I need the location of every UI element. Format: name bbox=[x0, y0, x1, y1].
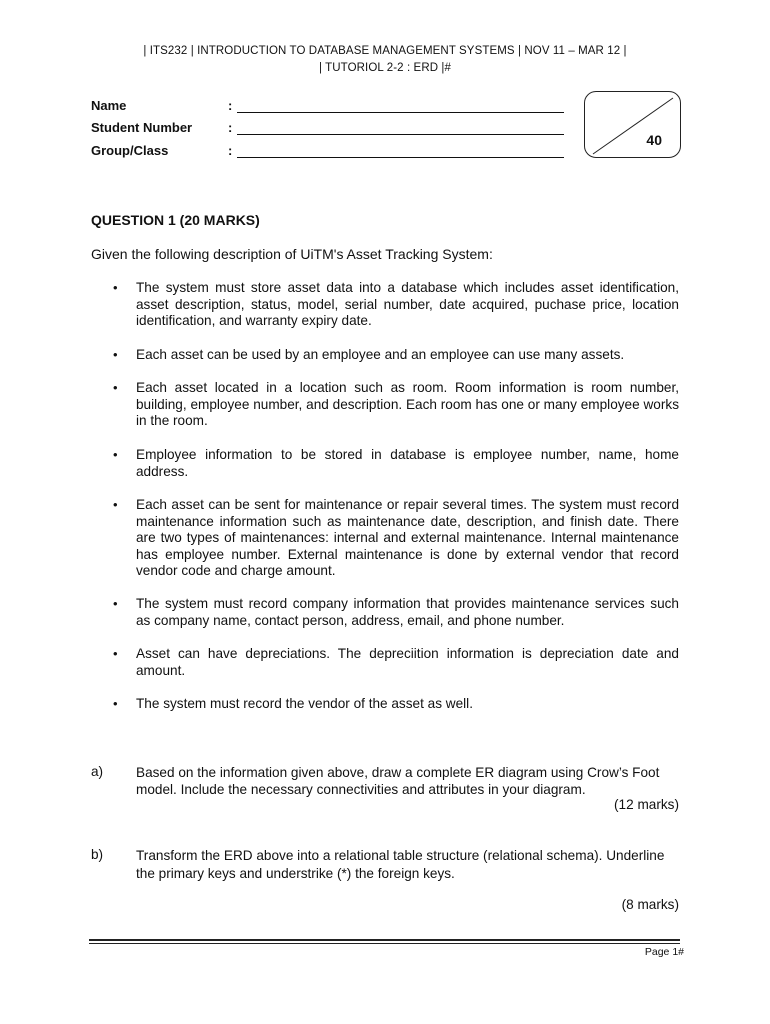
list-item: Employee information to be stored in database is employee number, name, home address. bbox=[136, 447, 679, 479]
bullet-dot: • bbox=[113, 380, 118, 395]
list-item: The system must record company information that provides maintenance services such as company name, contact person, address, email, and phone number. bbox=[136, 596, 679, 628]
bullet-dot: • bbox=[113, 596, 118, 611]
name-field[interactable] bbox=[237, 112, 564, 113]
list-item: Each asset located in a location such as room. Room information is room number, building, employee number, and description. Each room has one or many employee works in the room. bbox=[136, 380, 679, 429]
bullet-dot: • bbox=[113, 447, 118, 462]
part-b-label: b) bbox=[91, 847, 104, 862]
student-number-colon: : bbox=[228, 120, 233, 135]
part-a-label: a) bbox=[91, 764, 104, 779]
list-item: Each asset can be sent for maintenance or repair several times. The system must record maintenance information such as maintenance date, description, and finish date. There are two types of maintenances: internal and external maintenance. Internal maintenance has employee number. External maintenance is done by external vendor that record vendor code and charge amount. bbox=[136, 497, 679, 579]
name-colon: : bbox=[228, 98, 233, 113]
footer-rule-thick bbox=[89, 939, 680, 941]
part-b-marks: (8 marks) bbox=[621, 897, 679, 912]
student-number-field[interactable] bbox=[237, 134, 564, 135]
name-label: Name bbox=[91, 98, 127, 113]
footer-rule-thin bbox=[89, 943, 680, 944]
bullet-dot: • bbox=[113, 646, 118, 661]
group-class-colon: : bbox=[228, 143, 233, 158]
score-total: 40 bbox=[646, 132, 662, 148]
group-class-field[interactable] bbox=[237, 157, 564, 158]
part-a-marks: (12 marks) bbox=[614, 797, 679, 812]
page-number: Page 1# bbox=[644, 946, 684, 958]
question-title: QUESTION 1 (20 MARKS) bbox=[91, 212, 260, 228]
question-intro: Given the following description of UiTM's Asset Tracking System: bbox=[91, 246, 493, 262]
part-a-text: Based on the information given above, draw a complete ER diagram using Crow’s Foot model. Include the necessary connectivities and attributes in your diagram. bbox=[136, 765, 660, 797]
list-item: Asset can have depreciations. The depreciition information is depreciation date and amount. bbox=[136, 646, 679, 678]
score-box bbox=[584, 91, 681, 158]
list-item: Each asset can be used by an employee and an employee can use many assets. bbox=[136, 347, 625, 362]
student-number-label: Student Number bbox=[91, 120, 193, 135]
bullet-dot: • bbox=[113, 280, 118, 295]
header-line-1: | ITS232 | INTRODUCTION TO DATABASE MANAGEMENT SYSTEMS | NOV 11 – MAR 12 | bbox=[143, 45, 627, 57]
group-class-label: Group/Class bbox=[91, 143, 169, 158]
bullet-dot: • bbox=[113, 497, 118, 512]
header-line-2: | TUTORIOL 2-2 : ERD |# bbox=[318, 62, 452, 74]
bullet-dot: • bbox=[113, 347, 118, 362]
bullet-dot: • bbox=[113, 696, 118, 711]
part-b-text: Transform the ERD above into a relational table structure (relational schema). Underline the primary keys and understrike (*) the foreign keys. bbox=[136, 848, 665, 881]
list-item: The system must store asset data into a database which includes asset identification, asset description, status, model, serial number, date acquired, puchase price, location identification, and warranty expiry date. bbox=[136, 280, 679, 329]
score-divider-line bbox=[585, 92, 681, 158]
list-item: The system must record the vendor of the asset as well. bbox=[136, 696, 473, 711]
